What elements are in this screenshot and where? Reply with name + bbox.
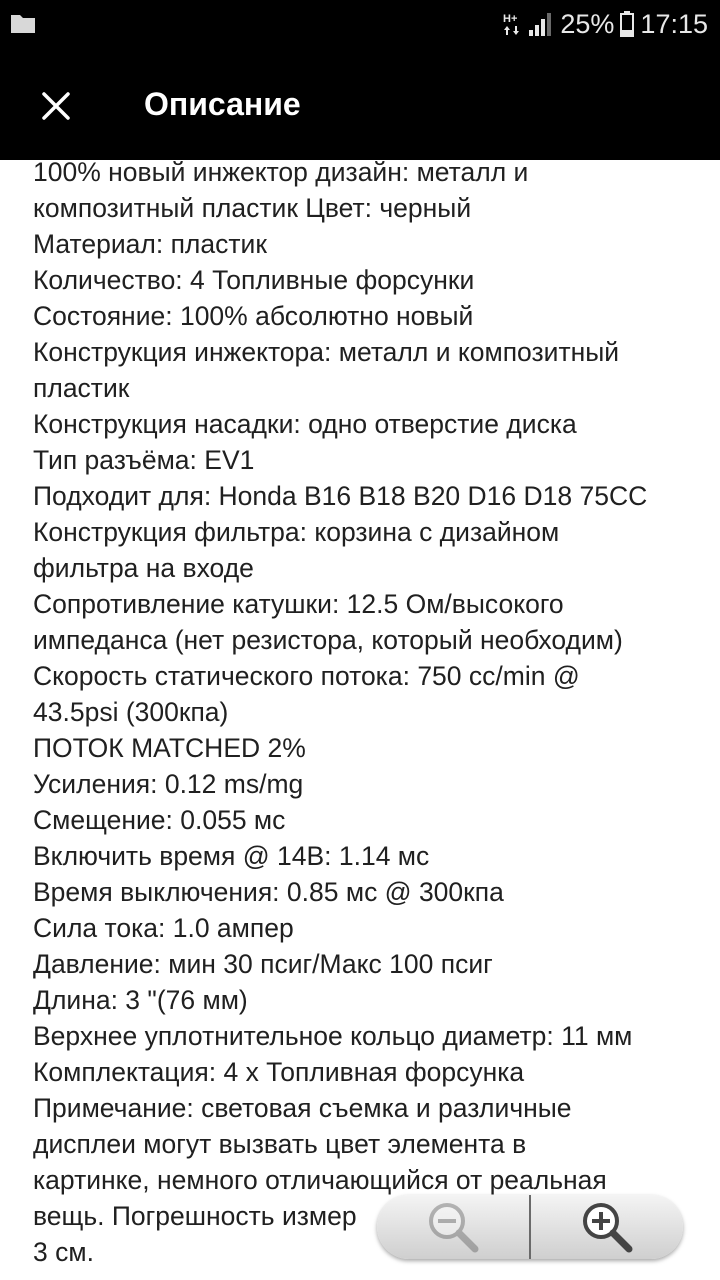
description-line: Время выключения: 0.85 мс @ 300кпа bbox=[33, 877, 504, 907]
clock: 17:15 bbox=[640, 8, 708, 39]
page-title: Описание bbox=[144, 86, 301, 122]
description-line: Длина: 3 "(76 мм) bbox=[33, 985, 248, 1015]
close-icon bbox=[41, 91, 71, 121]
description-line: Конструкция насадки: одно отверстие диска bbox=[33, 409, 577, 439]
network-icon bbox=[502, 11, 522, 37]
zoom-in-icon bbox=[579, 1199, 635, 1255]
description-line: Материал: пластик bbox=[33, 229, 267, 259]
description-line: дисплеи могут вызвать цвет элемента в bbox=[33, 1129, 527, 1159]
description-line: Подходит для: Honda B16 B18 B20 D16 D18 75CC bbox=[33, 481, 648, 511]
folder-icon bbox=[10, 12, 36, 34]
description-line: Конструкция инжектора: металл и композитный bbox=[33, 337, 620, 367]
description-line: Сопротивление катушки: 12.5 Ом/высокого bbox=[33, 589, 564, 619]
app-bar bbox=[0, 48, 720, 160]
battery-percent: 25% bbox=[560, 8, 615, 39]
description-line: Комплектация: 4 x Топливная форсунка bbox=[33, 1057, 525, 1087]
description-line: Смещение: 0.055 мс bbox=[33, 805, 286, 835]
zoom-in-button[interactable] bbox=[531, 1195, 683, 1259]
status-bar bbox=[0, 0, 720, 48]
description-line: вещь. Погрешность измер bbox=[33, 1201, 357, 1231]
description-line: Верхнее уплотнительное кольцо диаметр: 11 мм bbox=[33, 1021, 633, 1051]
zoom-controls bbox=[377, 1195, 683, 1259]
signal-icon bbox=[528, 12, 554, 36]
description-line: Включить время @ 14В: 1.14 мс bbox=[33, 841, 430, 871]
status-indicators bbox=[502, 0, 708, 48]
description-line: Количество: 4 Топливные форсунки bbox=[33, 265, 475, 295]
description-line: Давление: мин 30 псиг/Макс 100 псиг bbox=[33, 949, 493, 979]
description-line: Примечание: световая съемка и различные bbox=[33, 1093, 572, 1123]
battery-icon bbox=[620, 11, 634, 37]
description-line: Тип разъёма: EV1 bbox=[33, 445, 255, 475]
description-line: импеданса (нет резистора, который необходим) bbox=[33, 625, 623, 655]
zoom-out-icon bbox=[425, 1199, 481, 1255]
description-line: фильтра на входе bbox=[33, 553, 254, 583]
description-line: 100% новый инжектор дизайн: металл и bbox=[33, 157, 529, 187]
close-button[interactable] bbox=[26, 76, 86, 136]
description-line: Сила тока: 1.0 ампер bbox=[33, 913, 294, 943]
description-line: Усиления: 0.12 ms/mg bbox=[33, 769, 304, 799]
description-line: Конструкция фильтра: корзина с дизайном bbox=[33, 517, 560, 547]
network-type: H+ bbox=[503, 13, 518, 25]
zoom-out-button[interactable] bbox=[377, 1195, 529, 1259]
description-line: пластик bbox=[33, 373, 130, 403]
description-line: композитный пластик Цвет: черный bbox=[33, 193, 472, 223]
description-line: 3 см. bbox=[33, 1237, 94, 1267]
description-line: Состояние: 100% абсолютно новый bbox=[33, 301, 474, 331]
description-line: Скорость статического потока: 750 cc/min @ bbox=[33, 661, 580, 691]
description-line: 43.5psi (300кпа) bbox=[33, 697, 229, 727]
description-line: картинке, немного отличающийся от реальная bbox=[33, 1165, 607, 1195]
description-line: ПОТОК MATCHED 2% bbox=[33, 733, 306, 763]
description-content[interactable] bbox=[33, 154, 693, 1280]
description-text bbox=[33, 154, 693, 1270]
